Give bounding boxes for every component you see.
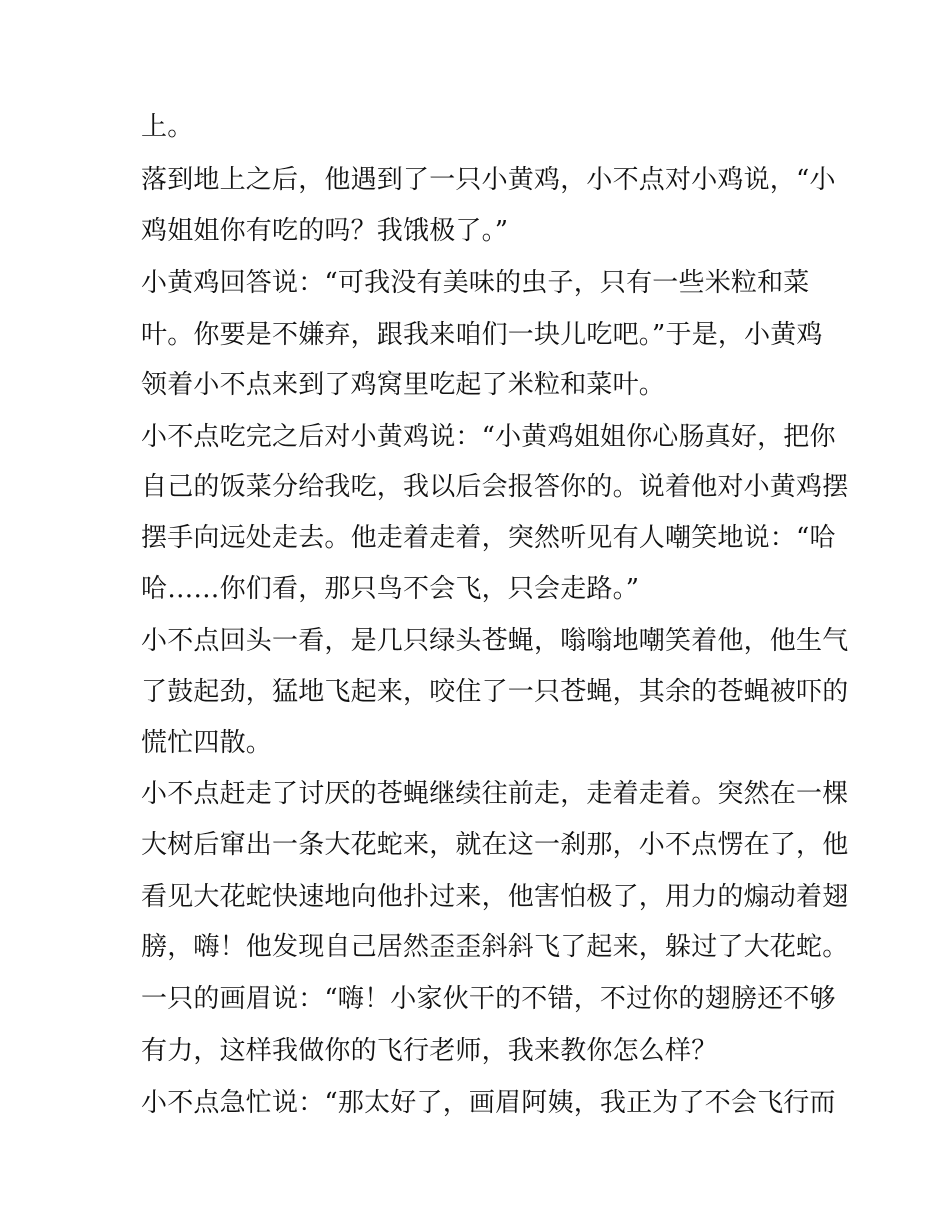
text-line: 一只的画眉说：“嗨！小家伙干的不错，不过你的翅膀还不够 [141,984,836,1014]
text-line: 小黄鸡回答说：“可我没有美味的虫子，只有一些米粒和菜 [141,268,810,298]
text-line: 自己的饭菜分给我吃，我以后会报答你的。说着他对小黄鸡摆 [141,472,849,502]
text-line: 有力，这样我做你的飞行老师，我来教你怎么样？ [141,1036,718,1066]
text-line: 摆手向远处走去。他走着走着，突然听见有人嘲笑地说：“哈 [141,523,836,553]
text-line: 看见大花蛇快速地向他扑过来，他害怕极了，用力的煽动着翅 [141,882,849,912]
text-line: 大树后窜出一条大花蛇来，就在这一刹那，小不点愣在了，他 [141,830,849,860]
text-line: 小不点吃完之后对小黄鸡说：“小黄鸡姐姐你心肠真好，把你 [141,422,836,452]
text-line: 小不点赶走了讨厌的苍蝇继续往前走，走着走着。突然在一棵 [141,779,849,809]
text-line: 小不点回头一看，是几只绿头苍蝇，嗡嗡地嘲笑着他，他生气 [141,626,849,656]
text-line: 鸡姐姐你有吃的吗？我饿极了。” [141,216,509,246]
text-line: 哈……你们看，那只鸟不会飞，只会走路。” [141,574,640,604]
text-line: 膀，嗨！他发现自己居然歪歪斜斜飞了起来，躲过了大花蛇。 [141,932,849,962]
text-line: 领着小不点来到了鸡窝里吃起了米粒和菜叶。 [141,370,666,400]
text-line: 了鼓起劲，猛地飞起来，咬住了一只苍蝇，其余的苍蝇被吓的 [141,677,849,707]
text-line: 慌忙四散。 [141,728,273,758]
text-line: 小不点急忙说：“那太好了，画眉阿姨，我正为了不会飞行而 [141,1088,836,1118]
text-line: 上。 [141,112,194,142]
text-line: 落到地上之后，他遇到了一只小黄鸡，小不点对小鸡说，“小 [141,165,836,195]
text-line: 叶。你要是不嫌弃，跟我来咱们一块儿吃吧。”于是，小黄鸡 [141,320,823,350]
